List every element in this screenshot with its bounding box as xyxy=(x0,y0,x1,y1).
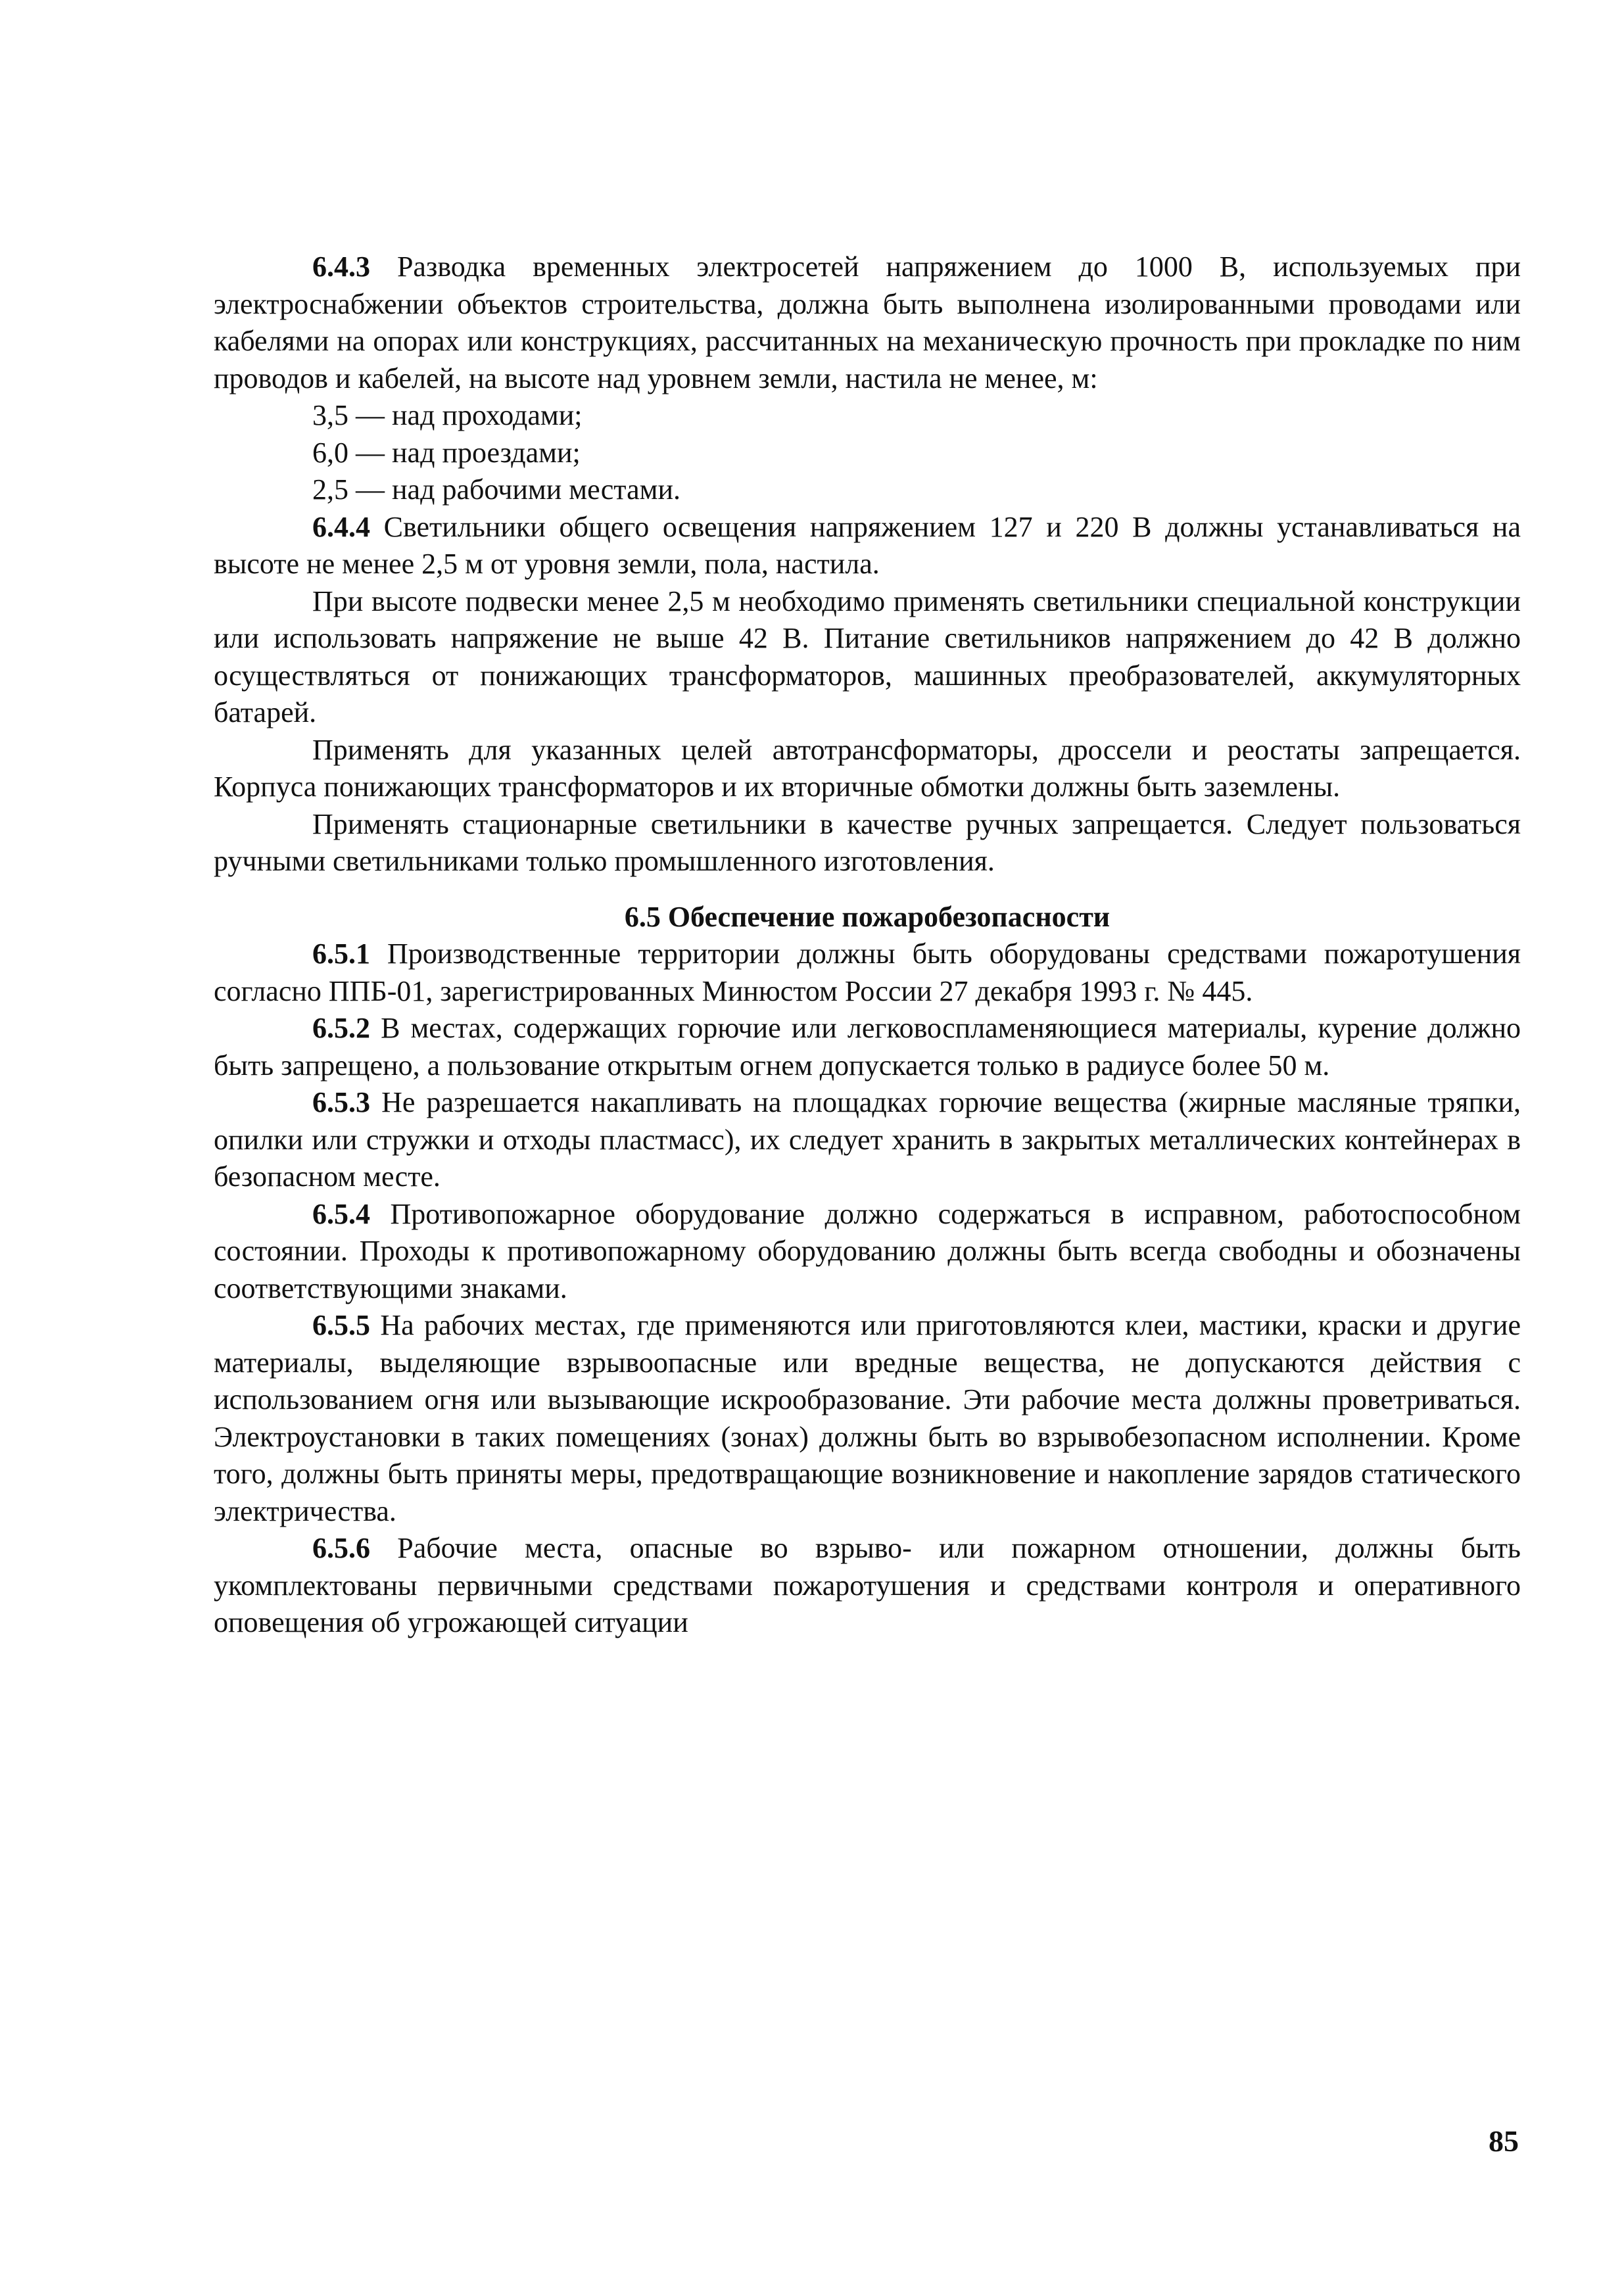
list-item: 2,5 — над рабочими местами. xyxy=(312,473,681,506)
paragraph-6-5-4 xyxy=(214,1196,1521,1308)
clause-number: 6.4.4 xyxy=(312,510,370,543)
paragraph-text: В местах, содержащих горючие или легковоспламеняющиеся материалы, курение должно быть запрещено, а пользование открытым огнем допускается только в радиусе более 50 м. xyxy=(214,1012,1521,1082)
paragraph: При высоте подвески менее 2,5 м необходимо применять светильники специальной конструкции или использовать напряжение не выше 42 В. Питание светильников напряжением до 42 В должно осуществляться от понижающих трансформаторов, машинных преобразователей, аккумуляторных батарей. xyxy=(214,584,1521,728)
clause-number: 6.4.3 xyxy=(312,250,370,283)
paragraph-6-4-3 xyxy=(214,249,1521,397)
paragraph-text: Разводка временных электросетей напряжением до 1000 В, используемых при электроснабжении объектов строительства, должна быть выполнена изолированными проводами или кабелями на опорах или конструкциях, рассчитанных на механическую прочность при прокладке по ним проводов и кабелей, на высоте над уровнем земли, настила не менее, м: xyxy=(214,250,1521,394)
paragraph: Применять стационарные светильники в качестве ручных запрещается. Следует пользоваться ручными светильниками только промышленного изготовления. xyxy=(214,807,1521,877)
list-item: 6,0 — над проездами; xyxy=(312,436,581,469)
clause-number: 6.5.5 xyxy=(312,1309,370,1341)
paragraph-text: Противопожарное оборудование должно содержаться в исправном, работоспособном состоянии. Проходы к противопожарному оборудованию должны быть всегда свободны и обозначены соответствующими знаками. xyxy=(214,1197,1521,1304)
paragraph-6-5-1 xyxy=(214,936,1521,1010)
paragraph-6-5-2 xyxy=(214,1010,1521,1084)
paragraph-6-4-4 xyxy=(214,509,1521,583)
page-number: 85 xyxy=(1489,2124,1519,2158)
section-heading: 6.5 Обеспечение пожаробезопасности xyxy=(624,900,1111,933)
list-item: 3,5 — над проходами; xyxy=(312,399,583,431)
clause-number: 6.5.4 xyxy=(312,1197,370,1230)
paragraph-text: Рабочие места, опасные во взрыво- или пожарном отношении, должны быть укомплектованы первичными средствами пожаротушения и средствами контроля и оперативного оповещения об угрожающей ситуации xyxy=(214,1532,1521,1638)
paragraph-text: Производственные территории должны быть оборудованы средствами пожаротушения согласно ППБ-01, зарегистрированных Минюстом России 27 декабря 1993 г. № 445. xyxy=(214,938,1521,1007)
clause-number: 6.5.1 xyxy=(312,938,370,970)
paragraph-6-5-6 xyxy=(214,1530,1521,1642)
paragraph-text: Светильники общего освещения напряжением 127 и 220 В должны устанавливаться на высоте не менее 2,5 м от уровня земли, пола, настила. xyxy=(214,510,1521,580)
paragraph-6-5-3 xyxy=(214,1084,1521,1196)
paragraph-text: На рабочих местах, где применяются или приготовляются клеи, мастики, краски и другие материалы, выделяющие взрывоопасные или вредные вещества, не допускаются действия с использованием огня или вызывающие искрообразование. Эти рабочие места должны проветриваться. Электроустановки в таких помещениях (зонах) должны быть во взрывобезопасном исполнении. Кроме того, должны быть приняты меры, предотвращающие возникновение и накопление зарядов статического электричества. xyxy=(214,1309,1521,1527)
paragraph-6-5-5 xyxy=(214,1307,1521,1530)
paragraph-text: Не разрешается накапливать на площадках горючие вещества (жирные масляные тряпки, опилки или стружки и отходы пластмасс), их следует хранить в закрытых металлических контейнерах в безопасном месте. xyxy=(214,1086,1521,1193)
text-column xyxy=(214,249,1521,1642)
clause-number: 6.5.6 xyxy=(312,1532,370,1564)
clause-number: 6.5.2 xyxy=(312,1012,370,1044)
paragraph: Применять для указанных целей автотрансформаторы, дроссели и реостаты запрещается. Корпуса понижающих трансформаторов и их вторичные обмотки должны быть заземлены. xyxy=(214,733,1521,803)
clause-number: 6.5.3 xyxy=(312,1086,370,1118)
